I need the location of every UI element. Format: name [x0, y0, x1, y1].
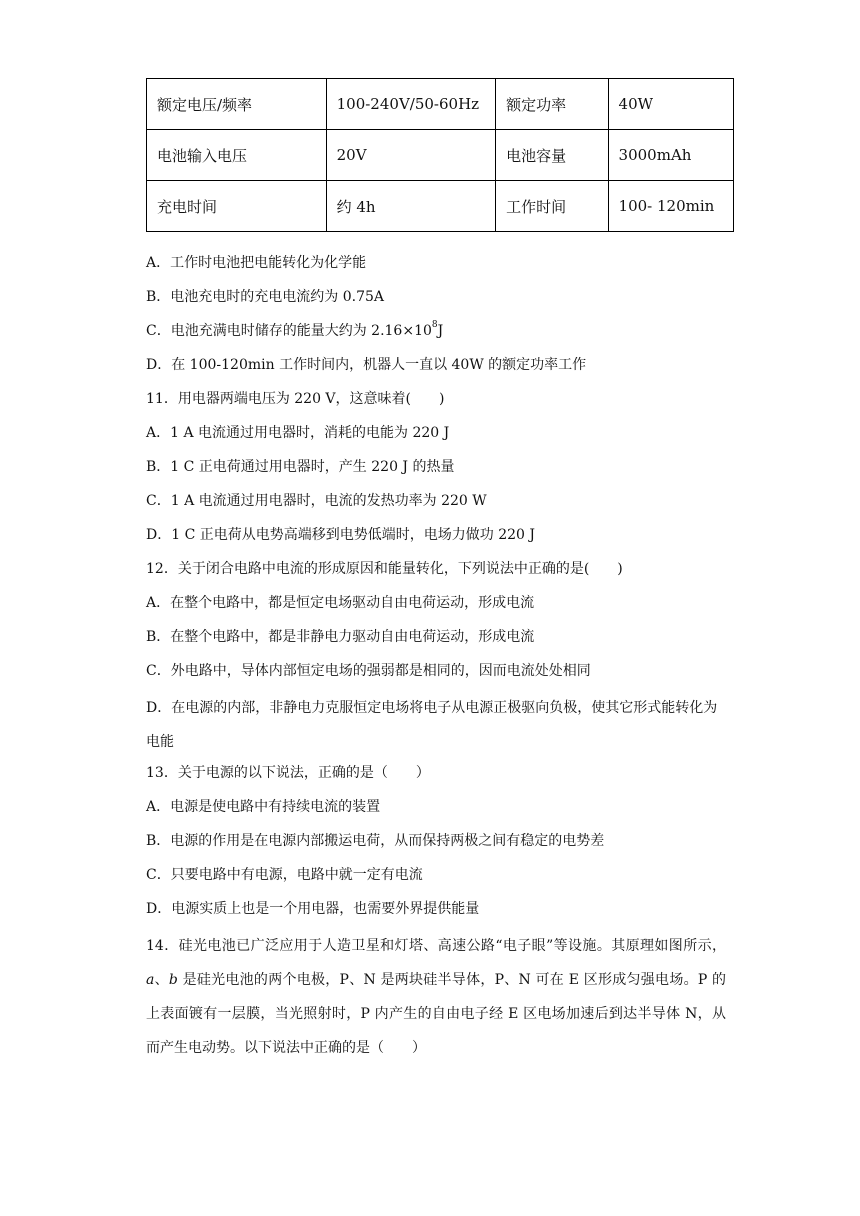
- q12-option-a: A．在整个电路中，都是恒定电场驱动自由电荷运动，形成电流: [146, 595, 535, 611]
- q13-option-c: C．只要电路中有电源，电路中就一定有电流: [146, 867, 423, 883]
- table-cell: 100-240V/50-60Hz: [326, 79, 496, 130]
- q12-option-d: D．在电源的内部，非静电力克服恒定电场将电子从电源正极驱向负极，使其它形式能转化为电能: [146, 700, 718, 750]
- table-cell: 约 4h: [326, 181, 496, 232]
- table-cell: 电池容量: [496, 130, 608, 181]
- q11-option-d: D．1 C 正电荷从电势高端移到电势低端时，电场力做功 220 J: [146, 527, 535, 543]
- table-cell: 充电时间: [147, 181, 327, 232]
- q11-stem: 11．用电器两端电压为 220 V，这意味着( ): [146, 391, 445, 407]
- q10-option-a: A．工作时电池把电能转化为化学能: [146, 255, 367, 271]
- table-row: [147, 130, 734, 181]
- q11-option-a: A．1 A 电流通过用电器时，消耗的电能为 220 J: [146, 425, 450, 441]
- q13-option-a: A．电源是使电路中有持续电流的装置: [146, 799, 381, 815]
- table-row: [147, 79, 734, 130]
- q10-option-b: B．电池充电时的充电电流约为 0.75A: [146, 289, 385, 305]
- exponent: 8: [431, 320, 438, 331]
- table-cell: 3000mAh: [608, 130, 733, 181]
- table-cell: 电池输入电压: [147, 130, 327, 181]
- table-row: [147, 181, 734, 232]
- table-cell: 20V: [326, 130, 496, 181]
- q10-option-c: [146, 317, 726, 351]
- q13-option-b: B．电源的作用是在电源内部搬运电荷，从而保持两极之间有稳定的电势差: [146, 833, 605, 849]
- table-cell: 工作时间: [496, 181, 608, 232]
- q11-option-b: B．1 C 正电荷通过用电器时，产生 220 J 的热量: [146, 459, 455, 475]
- q12-option-b: B．在整个电路中，都是非静电力驱动自由电荷运动，形成电流: [146, 629, 535, 645]
- table-cell: 额定电压/频率: [147, 79, 327, 130]
- q12-stem: 12．关于闭合电路中电流的形成原因和能量转化，下列说法中正确的是( ): [146, 561, 623, 577]
- unit: J: [437, 323, 444, 339]
- q10-option-d: D．在 100-120min 工作时间内，机器人一直以 40W 的额定功率工作: [146, 357, 587, 373]
- q14-text-continued: 是硅光电池的两个电极，P、N 是两块硅半导体，P、N 可在 E 区形成匀强电场。P 的上表面镀有一层膜，当光照射时，P 内产生的自由电子经 E 区电场加速后到达半导体 N，从而产生电动势。以下说法中正确的是（ ）: [146, 972, 727, 1056]
- q12-option-c: C．外电路中，导体内部恒定电场的强弱都是相同的，因而电流处处相同: [146, 663, 591, 679]
- spec-table: [146, 78, 734, 232]
- q13-option-d: D．电源实质上也是一个用电器，也需要外界提供能量: [146, 901, 480, 917]
- variable-b: b: [168, 972, 178, 988]
- table-cell: 额定功率: [496, 79, 608, 130]
- table-cell: 100- 120min: [608, 181, 733, 232]
- separator: 、: [154, 972, 169, 988]
- q14-text: 14．硅光电池已广泛应用于人造卫星和灯塔、高速公路“电子眼”等设施。其原理如图所示，: [146, 938, 726, 954]
- q11-option-c: C．1 A 电流通过用电器时，电流的发热功率为 220 W: [146, 493, 487, 509]
- variable-a: a: [146, 972, 155, 988]
- question-content: [146, 249, 726, 1065]
- q14-stem: [146, 929, 726, 1065]
- q10-option-c-text: C．电池充满电时储存的能量大约为 2.16×10: [146, 323, 432, 339]
- table-cell: 40W: [608, 79, 733, 130]
- q13-stem: 13．关于电源的以下说法，正确的是（ ）: [146, 765, 430, 781]
